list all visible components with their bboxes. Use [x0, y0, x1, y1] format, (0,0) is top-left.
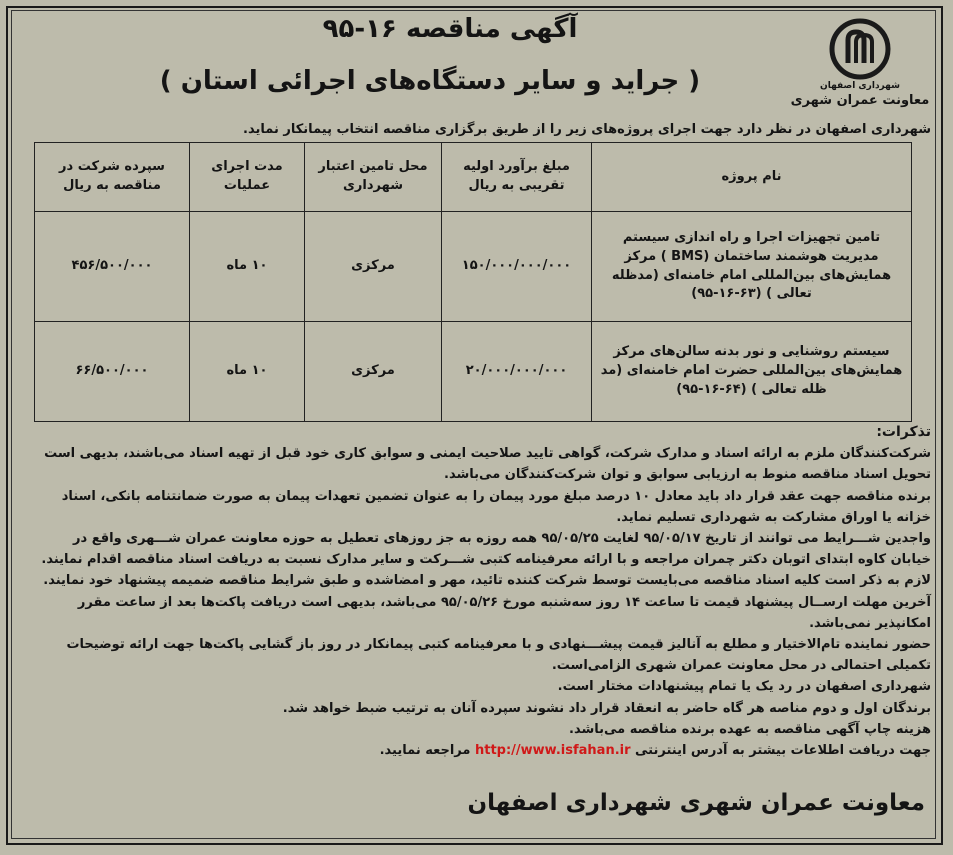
- logo-caption: شهرداری اصفهان: [820, 81, 900, 91]
- projects-table: [34, 142, 912, 422]
- municipality-logo: [785, 18, 935, 108]
- note-item: هزینه چاپ آگهی مناقصه به عهده برنده مناقصه می‌باشد.: [569, 721, 931, 737]
- cell-project-name: سیستم روشنایی و نور بدنه سالن‌های مرکز همایش‌های بین‌المللی حضرت امام خامنه‌ای (مد ظله تعالی ) (۶۴-۱۶-۹۵): [592, 322, 912, 422]
- logo-department: معاونت عمران شهری: [790, 93, 930, 108]
- intro-text: شهرداری اصفهان در نظر دارد جهت اجرای پروژه‌های زیر را از طریق برگزاری مناقصه انتخاب پیمانکار نماید.: [243, 122, 931, 137]
- header-deposit: سپرده شرکت در مناقصه به ریال: [35, 143, 190, 212]
- header-duration: مدت اجرای عملیات: [190, 143, 305, 212]
- note-item: شهرداری اصفهان در رد یک یا تمام پیشنهادات مختار است.: [557, 679, 931, 695]
- website-link[interactable]: http://www.isfahan.ir: [474, 743, 631, 759]
- notes-heading: تذکرات:: [876, 424, 931, 440]
- cell-estimate: ۲۰/۰۰۰/۰۰۰/۰۰۰: [442, 322, 592, 422]
- ad-subtitle: ( جراید و سایر دستگاه‌های اجرائی استان ): [159, 66, 701, 96]
- note-item: برندگان اول و دوم مناصه هر گاه حاضر به انعقاد قرار داد نشوند سپرده آنان به ترتیب ضبط خواهد شد.: [282, 700, 931, 716]
- cell-funding: مرکزی: [305, 322, 442, 422]
- header-project-name: نام پروژه: [592, 143, 912, 212]
- table-row: [35, 322, 912, 422]
- website-suffix: مراجعه نمایید.: [379, 743, 471, 759]
- notes-section: [31, 422, 931, 761]
- note-item: شرکت‌کنندگان ملزم به ارائه اسناد و مدارک شرکت، گواهی تایید صلاحیت ایمنی و سوابق کاری خود قبل از تهیه اسناد می‌باشند، بدیهی است تحویل اسناد مناقصه منوط به ارزیابی سوابق و توان شرکت‌کنندگان می‌باشد.: [44, 446, 931, 483]
- header-estimate: مبلغ برآورد اولیه تقریبی به ریال: [442, 143, 592, 212]
- cell-duration: ۱۰ ماه: [190, 212, 305, 322]
- table-row: [35, 212, 912, 322]
- cell-funding: مرکزی: [305, 212, 442, 322]
- note-item: حضور نماینده تام‌الاختیار و مطلع به آنالیز قیمت پیشـــنهادی و با معرفینامه کتبی پیمانکار در روز باز گشایی پاکت‌ها جهت ارائه توضیحات تکمیلی احتمالی در محل معاونت عمران شهری الزامی‌است.: [66, 637, 931, 674]
- table-header-row: [35, 143, 912, 212]
- note-item-website: [31, 740, 931, 761]
- cell-estimate: ۱۵۰/۰۰۰/۰۰۰/۰۰۰: [442, 212, 592, 322]
- note-item: لازم به ذکر است کلیه اسناد مناقصه می‌بایست توسط شرکت کننده تائید، مهر و امضاشده و طبق شرایط مناقصه ضمیمه پیشنهاد خود نمایند.: [43, 573, 931, 589]
- isfahan-emblem-icon: [828, 18, 892, 80]
- website-prefix: جهت دریافت اطلاعات بیشتر به آدرس اینترنتی: [635, 743, 931, 759]
- cell-project-name: تامین تجهیزات اجرا و راه اندازی سیستم مدیریت هوشمند ساختمان (BMS ) مرکز همایش‌های بین‌المللی امام خامنه‌ای (مدظله تعالی ) (۶۳-۱۶-۹۵): [592, 212, 912, 322]
- header-funding: محل تامین اعتبار شهرداری: [305, 143, 442, 212]
- ad-title: آگهی مناقصه ۱۶-۹۵: [322, 14, 578, 44]
- cell-deposit: ۴۵۶/۵۰۰/۰۰۰: [35, 212, 190, 322]
- note-item: برنده مناقصه جهت عقد قرار داد باید معادل ۱۰ درصد مبلغ مورد پیمان را به عنوان تضمین تعهدات پیمان به صورت ضمانتنامه بانکی، اسناد خزانه یا اوراق مشارکت به شهرداری تسلیم نماید.: [61, 488, 931, 525]
- note-item: واجدین شـــرایط می توانند از تاریخ ۹۵/۰۵/۱۷ لغایت ۹۵/۰۵/۲۵ همه روزه به جز روزهای تعطیل به حوزه معاونت عمران شـــهری واقع در خیابان کاوه ابتدای اتوبان دکتر چمران مراجعه و با ارائه معرفینامه کتبی شـــرکت و سایر مدارک نسبت به دریافت اسناد مناقصه اقدام نمایند.: [41, 531, 931, 568]
- cell-duration: ۱۰ ماه: [190, 322, 305, 422]
- footer-signature: معاونت عمران شهری شهرداری اصفهان: [467, 790, 925, 816]
- cell-deposit: ۶۶/۵۰۰/۰۰۰: [35, 322, 190, 422]
- note-item: آخرین مهلت ارســال پیشنهاد قیمت تا ساعت ۱۴ روز سه‌شنبه مورخ ۹۵/۰۵/۲۶ می‌باشد، بدیهی است دریافت پاکت‌ها بعد از ساعت مقرر امکانپذیر نمی‌باشد.: [77, 594, 931, 631]
